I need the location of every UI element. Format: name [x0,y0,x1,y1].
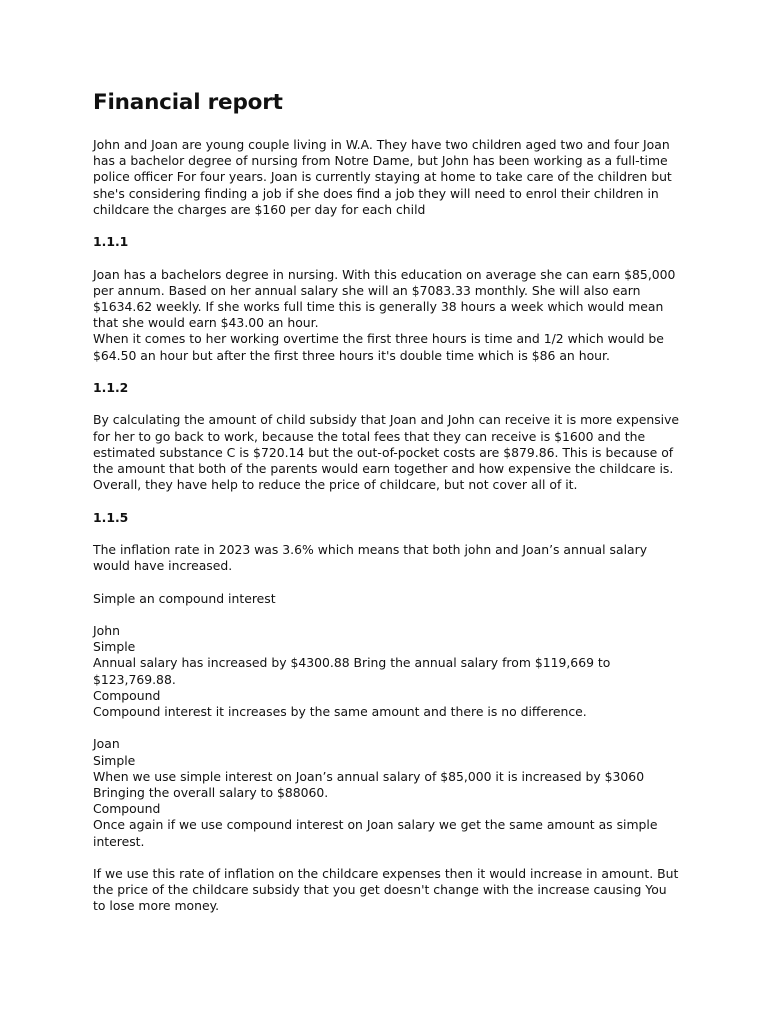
section-1-1-1-body [93,267,683,364]
john-interest-block [93,623,683,720]
subsidy-paragraph: By calculating the amount of child subsidy that Joan and John can receive it is more expensive for her to go back to work, because the total fees that they can receive is $1600 and the estimated substance C is $720.14 but the out-of-pocket costs are $879.86. This is because of the amount that both of the parents would earn together and how expensive the childcare is. [93,412,680,476]
subsidy-summary: Overall, they have help to reduce the price of childcare, but not cover all of it. [93,477,578,493]
john-simple-label: Simple [93,639,136,655]
interest-title: Simple an compound interest [93,590,276,606]
joan-simple-text: When we use simple interest on Joan’s annual salary of $85,000 it is increased by $3060 Bringing the overall salary to $88060. [93,768,645,800]
john-compound-label: Compound [93,687,161,703]
page-title: Financial report [93,90,283,115]
joan-name: Joan [93,736,120,752]
joan-compound-text: Once again if we use compound interest on Joan salary we get the same amount as simple interest. [93,817,658,849]
overtime-paragraph: When it comes to her working overtime the first three hours is time and 1/2 which would be $64.50 an hour but after the first three hours it's double time which is $86 an hour. [93,331,664,363]
section-heading-1-1-1: 1.1.1 [93,234,129,250]
section-heading-1-1-2: 1.1.2 [93,380,129,395]
john-simple-text: Annual salary has increased by $4300.88 Bring the annual salary from $119,669 to $123,769.88. [93,655,611,687]
john-compound-text: Compound interest it increases by the same amount and there is no difference. [93,703,587,719]
section-1-1-2-body [93,412,683,493]
joan-simple-label: Simple [93,752,136,768]
salary-paragraph: Joan has a bachelors degree in nursing. With this education on average she can earn $85,000 per annum. Based on her annual salary she will an $7083.33 monthly. She will also earn $1634.62 weekly. If she works full time this is generally 38 hours a week which would mean that she would earn $43.00 an hour. [93,266,676,331]
document-page [93,88,683,931]
conclusion-paragraph: If we use this rate of inflation on the childcare expenses then it would increase in amount. But the price of the childcare subsidy that you get doesn't change with the increase causing You to lose more money. [93,865,679,914]
inflation-paragraph: The inflation rate in 2023 was 3.6% which means that both john and Joan’s annual salary would have increased. [93,541,648,574]
section-heading-1-1-5: 1.1.5 [93,509,129,525]
john-name: John [93,622,120,638]
intro-paragraph: John and Joan are young couple living in W.A. They have two children aged two and four Joan has a bachelor degree of nursing from Notre Dame, but John has been working as a full-time police officer For four years. Joan is currently staying at home to take care of the children but she's considering finding a job if she does find a job they will need to enrol their children in childcare the charges are $160 per day for each child [93,137,672,217]
joan-interest-block [93,736,683,849]
joan-compound-label: Compound [93,801,161,817]
